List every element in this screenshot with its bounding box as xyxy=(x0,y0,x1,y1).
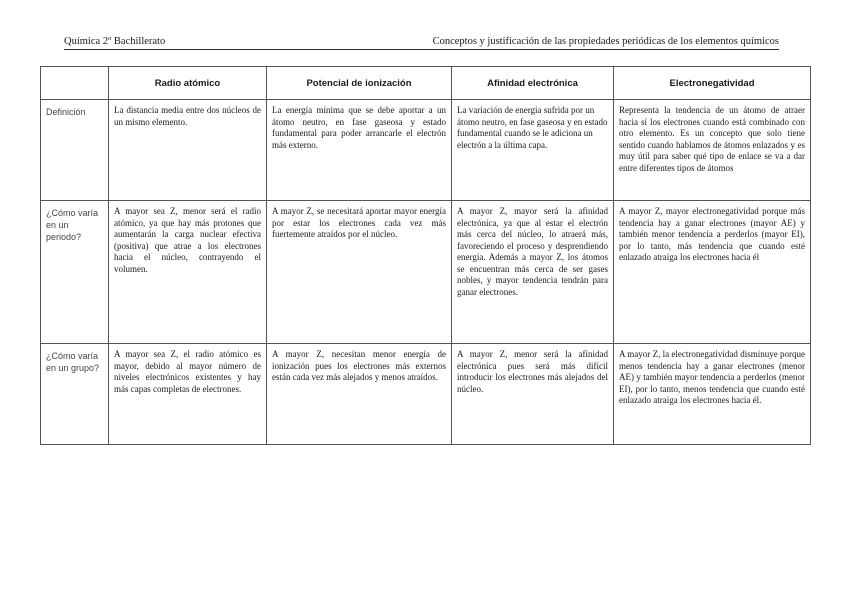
table-cell: La distancia media entre dos núcleos de un mismo elemento. xyxy=(109,100,267,201)
column-header-empty xyxy=(41,67,109,100)
column-header-afinidad: Afinidad electrónica xyxy=(452,67,614,100)
table-cell: Representa la tendencia de un átomo de atraer hacia sí los electrones cuando está combinado con otro elemento. Es un concepto que solo tiene sentido cuando hablamos de átomos enlazados y es muy útil para saber qué tipo de enlace se va a dar entre diferentes tipos de átomos xyxy=(614,100,811,201)
table-header-row xyxy=(41,67,811,100)
periodic-properties-table xyxy=(40,66,811,445)
table-cell: A mayor Z, necesitan menor energía de ionización pues los electrones más externos están cada vez más alejados y menos atraídos. xyxy=(267,344,452,445)
table-cell: La variación de energía sufrida por un átomo neutro, en fase gaseosa y en estado fundamental cuando se le adiciona un electrón a la última capa. xyxy=(452,100,614,201)
column-header-radio: Radio atómico xyxy=(109,67,267,100)
table-row xyxy=(41,100,811,201)
column-header-electronegatividad: Electronegatividad xyxy=(614,67,811,100)
table-cell: La energía mínima que se debe aportar a un átomo neutro, en fase gaseosa y estado fundamental para poder arrancarle el electrón más externo. xyxy=(267,100,452,201)
table-cell: A mayor Z, se necesitará aportar mayor energía por estar los electrones cada vez más fuertemente atraídos por el núcleo. xyxy=(267,201,452,344)
row-label: ¿Cómo varía en un grupo? xyxy=(41,344,109,445)
table-cell: A mayor Z, menor será la afinidad electrónica pues será más difícil introducir los electrones más alejados del núcleo. xyxy=(452,344,614,445)
table-row xyxy=(41,201,811,344)
table-cell: A mayor Z, la electronegatividad disminuye porque menos tendencia hay a ganar electrones (menor AE) y también mayor tendencia a perderlos (menor EI), por lo tanto, menos tendencia que cuando esté enlazado atraiga los electrones hacia él. xyxy=(614,344,811,445)
table-row xyxy=(41,344,811,445)
table-cell: A mayor Z, mayor electronegatividad porque más tendencia hay a ganar electrones (mayor AE) y también menor tendencia a perderlos (mayor EI), por lo tanto, más tendencia que cuando esté enlazado atraiga los electrones hacia él xyxy=(614,201,811,344)
course-title: Química 2º Bachillerato xyxy=(64,36,166,47)
document-title: Conceptos y justificación de las propiedades periódicas de los elementos químicos xyxy=(432,36,779,47)
row-label: ¿Cómo varía en un periodo? xyxy=(41,201,109,344)
table-cell: A mayor Z, mayor será la afinidad electrónica, ya que al estar el electrón más cerca del núcleo, lo atraerá más, favoreciendo el proceso y desprendiendo energía. Además a mayor Z, los átomos se encuentran más cerca de ser gases nobles, y mayor tendencia tendrán para ganar electrones. xyxy=(452,201,614,344)
table-cell: A mayor sea Z, menor será el radio atómico, ya que hay más protones que aumentarán la carga nuclear efectiva (positiva) que atrae a los electrones hacia el núcleo, contrayendo el volumen. xyxy=(109,201,267,344)
column-header-potencial: Potencial de ionización xyxy=(267,67,452,100)
row-label: Definición xyxy=(41,100,109,201)
table-cell: A mayor sea Z, el radio atómico es mayor, debido al mayor número de niveles electrónicos existentes y hay más capas completas de electrones. xyxy=(109,344,267,445)
page-header xyxy=(64,36,779,50)
